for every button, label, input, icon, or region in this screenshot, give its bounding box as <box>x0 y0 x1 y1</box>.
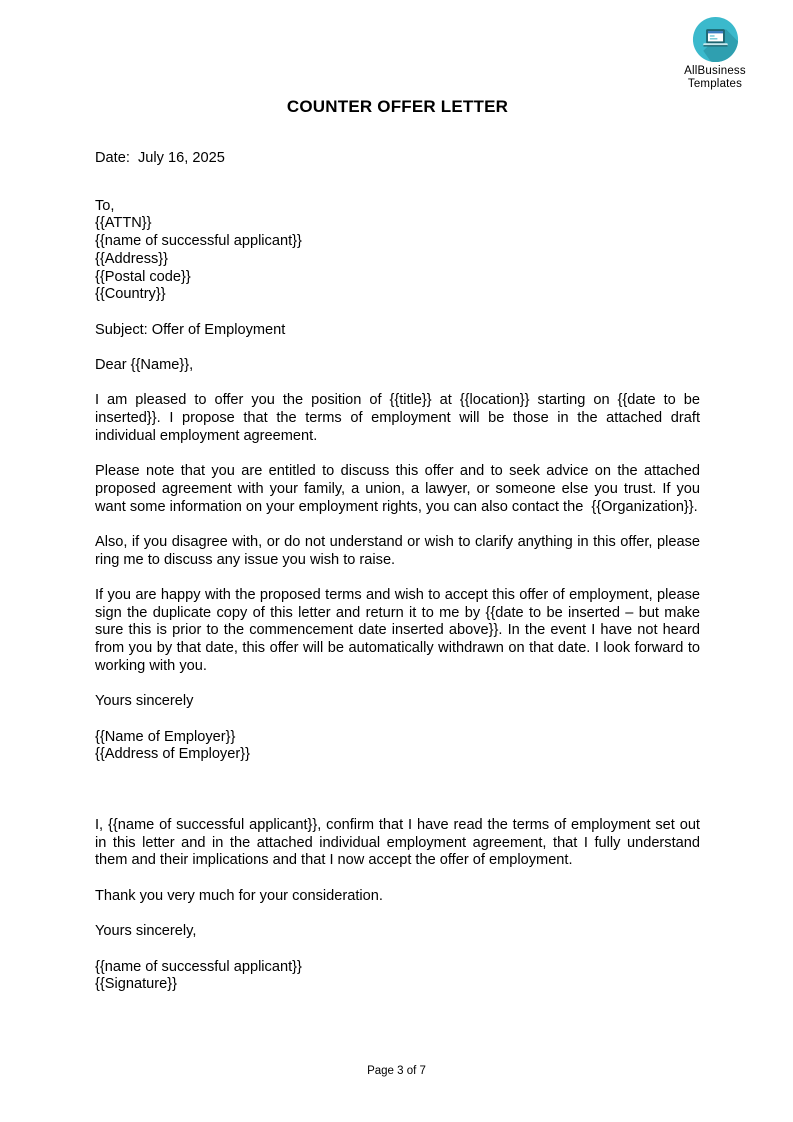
recipient-line: {{Country}} <box>95 286 166 303</box>
thanks-line: Thank you very much for your consideration. <box>95 887 383 904</box>
signature-line: {{name of successful applicant}} <box>95 958 302 975</box>
signature-block <box>95 959 700 994</box>
recipient-line: To, <box>95 197 115 214</box>
logo-text-line2: Templates <box>687 78 743 90</box>
body-paragraph: Please note that you are entitled to discuss this offer and to seek advice on the attached proposed agreement with your family, a union, a lawyer, or someone else you trust. If you want some information on your employment rights, you can also contact the {{Organization}}. <box>95 463 705 515</box>
employer-line: {{Name of Employer}} <box>95 728 236 745</box>
allbusiness-logo <box>668 16 762 91</box>
body-paragraph: If you are happy with the proposed terms and wish to accept this offer of employment, please sign the duplicate copy of this letter and return it to me by {{date to be inserted – but make sure this is prior to the commencement date inserted above}}. In the event I have not heard from you by that date, this offer will be automatically withdrawn on that date. I look forward to working with you. <box>95 587 705 674</box>
closing-line-2: Yours sincerely, <box>95 923 197 940</box>
page-title: COUNTER OFFER LETTER <box>286 97 509 116</box>
employer-line: {{Address of Employer}} <box>95 746 250 763</box>
recipient-line: {{Address}} <box>95 250 169 267</box>
logo-text-line1: AllBusiness <box>684 65 746 77</box>
recipient-line: {{ATTN}} <box>95 215 152 232</box>
laptop-icon <box>692 16 739 63</box>
recipient-line: {{Postal code}} <box>95 268 191 285</box>
closing-line: Yours sincerely <box>95 693 194 710</box>
date-line: Date: July 16, 2025 <box>95 150 225 166</box>
signature-line: {{Signature}} <box>95 976 177 993</box>
employer-block <box>95 729 700 764</box>
page-number: Page 3 of 7 <box>367 1065 426 1077</box>
body-paragraph: I am pleased to offer you the position of {{title}} at {{location}} starting on {{date to be inserted}}. I propose that the terms of employment will be those in the attached draft individual employment agreement. <box>95 392 705 444</box>
subject-line: Subject: Offer of Employment <box>95 321 286 338</box>
body-paragraph: Also, if you disagree with, or do not understand or wish to clarify anything in this offer, please ring me to discuss any issue you wish to raise. <box>95 533 705 568</box>
confirmation-paragraph: I, {{name of successful applicant}}, confirm that I have read the terms of employment set out in this letter and in the attached individual employment agreement, that I fully understand them and their implications and that I now accept the offer of employment. <box>95 817 705 869</box>
greeting-line: Dear {{Name}}, <box>95 357 194 373</box>
recipient-block <box>95 198 700 304</box>
recipient-line: {{name of successful applicant}} <box>95 233 302 250</box>
